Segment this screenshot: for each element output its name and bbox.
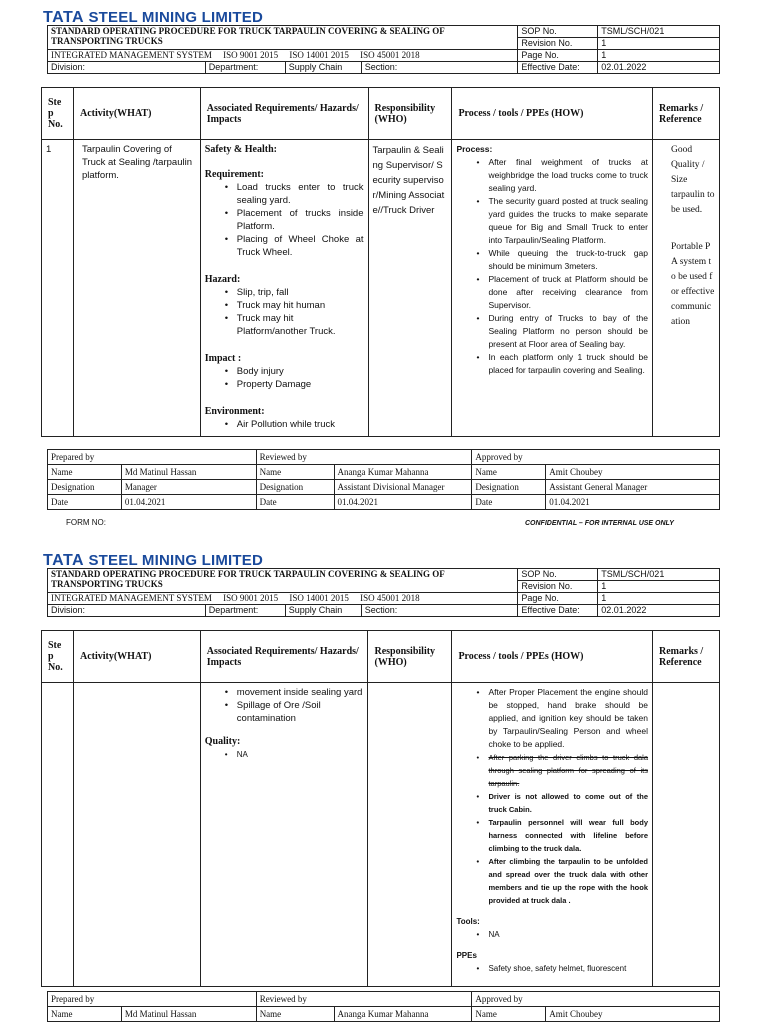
approved-designation: Assistant General Manager bbox=[546, 480, 720, 495]
effective-date-label: Effective Date: bbox=[518, 605, 598, 617]
designation-label: Designation bbox=[48, 480, 122, 495]
col-step: Ste p No. bbox=[42, 631, 74, 683]
remarks-cell bbox=[653, 140, 720, 437]
list-item: • Placement of trucks inside Platform. bbox=[237, 207, 364, 233]
list-item: • After final weighment of trucks at weighbridge the load trucks come to truck sealing yard. bbox=[488, 156, 648, 195]
revision-label: Revision No. bbox=[518, 581, 598, 593]
requirements-cell bbox=[200, 683, 368, 987]
prepared-by-label: Prepared by bbox=[48, 992, 257, 1007]
col-step: Ste p No. bbox=[42, 88, 74, 140]
sop-value: TSML/SCH/021 bbox=[598, 26, 720, 38]
list-item: • Tarpaulin personnel will wear full body harness connected with lifeline before climbing to the truck dala. bbox=[488, 816, 648, 855]
requirement-cont-list bbox=[205, 686, 364, 725]
safety-heading: Safety & Health: bbox=[204, 144, 277, 155]
prepared-by-label: Prepared by bbox=[48, 450, 257, 465]
approved-date: 01.04.2021 bbox=[546, 495, 720, 510]
list-item-struck: • After parking the driver climbs to truck dala through sealing platform for spreading of its tarpaulin. bbox=[488, 751, 648, 790]
brand-name: STEEL MINING LIMITED bbox=[88, 552, 264, 569]
effective-date-value: 02.01.2022 bbox=[598, 62, 720, 74]
section-label: Section: bbox=[364, 62, 398, 72]
list-item: • After Proper Placement the engine should be stopped, hand brake should be applied, and ignition key should be taken by Tarpaulin/Sealing Person and wheel choke to be applied. bbox=[488, 686, 648, 751]
list-item: • Slip, trip, fall bbox=[237, 286, 364, 299]
department-value: Supply Chain bbox=[286, 605, 362, 616]
reviewed-designation: Assistant Divisional Manager bbox=[334, 480, 472, 495]
date-label: Date bbox=[256, 495, 334, 510]
col-activity: Activity(WHAT) bbox=[73, 631, 200, 683]
list-item: • During entry of Trucks to bay of the Sealing Platform no person should be present at Floor area of Sealing bay. bbox=[488, 312, 648, 351]
signoff-table-2 bbox=[47, 991, 720, 1022]
name-label: Name bbox=[472, 1007, 546, 1022]
list-item: • In each platform only 1 truck should be placed for tarpaulin covering and Sealing. bbox=[488, 351, 648, 377]
name-label: Name bbox=[256, 1007, 334, 1022]
page-label: Page No. bbox=[518, 50, 598, 62]
activity-text bbox=[73, 683, 200, 987]
header-table bbox=[47, 568, 720, 617]
col-remarks: Remarks / Reference bbox=[653, 88, 720, 140]
remarks-text: Good Quality / Size tarpaulin to be used. bbox=[671, 145, 715, 215]
division-label: Division: bbox=[48, 62, 206, 74]
ims-line: INTEGRATED MANAGEMENT SYSTEM ISO 9001 2015 ISO 14001 2015 ISO 45001 2018 bbox=[48, 593, 518, 605]
requirement-list bbox=[205, 181, 364, 259]
col-requirements: Associated Requirements/ Hazards/ Impacts bbox=[200, 88, 368, 140]
col-activity: Activity(WHAT) bbox=[73, 88, 200, 140]
responsibility-text bbox=[368, 683, 452, 987]
header-table bbox=[47, 25, 720, 74]
department-label: Department: bbox=[206, 62, 286, 73]
date-label: Date bbox=[48, 495, 122, 510]
department-value: Supply Chain bbox=[286, 62, 362, 73]
page-label: Page No. bbox=[518, 593, 598, 605]
revision-label: Revision No. bbox=[518, 38, 598, 50]
sop-title: STANDARD OPERATING PROCEDURE FOR TRUCK TARPAULIN COVERING & SEALING OF TRANSPORTING TRUCKS bbox=[48, 569, 518, 593]
responsibility-text: Tarpaulin & Sealing Supervisor/ Security supervisor/Mining Associate//Truck Driver bbox=[368, 140, 452, 437]
process-list bbox=[456, 686, 648, 790]
division-label: Division: bbox=[48, 605, 206, 617]
name-label: Name bbox=[48, 1007, 122, 1022]
reviewed-date: 01.04.2021 bbox=[334, 495, 472, 510]
ims-line: INTEGRATED MANAGEMENT SYSTEM ISO 9001 2015 ISO 14001 2015 ISO 45001 2018 bbox=[48, 50, 518, 62]
brand-prefix: TATA bbox=[43, 9, 85, 26]
list-item: • The security guard posted at truck sealing yard guides the trucks to make separate queue for Big and Small Truck to enter into Tarpaulin/Sealing Platform. bbox=[488, 195, 648, 247]
procedure-table-1 bbox=[41, 87, 720, 437]
approved-by-label: Approved by bbox=[472, 450, 720, 465]
name-label: Name bbox=[472, 465, 546, 480]
brand-name: STEEL MINING LIMITED bbox=[88, 9, 264, 26]
list-item: • Safety shoe, safety helmet, fluorescent bbox=[488, 962, 648, 975]
col-remarks: Remarks / Reference bbox=[653, 631, 720, 683]
process-cell bbox=[452, 683, 653, 987]
department-cell bbox=[205, 62, 518, 74]
col-responsibility: Responsibility (WHO) bbox=[368, 88, 452, 140]
signoff-table-1 bbox=[47, 449, 720, 510]
list-item: • Load trucks enter to truck sealing yard. bbox=[237, 181, 364, 207]
process-cell bbox=[452, 140, 653, 437]
remarks-cell bbox=[653, 683, 720, 987]
quality-heading: Quality: bbox=[204, 736, 241, 747]
revision-value: 1 bbox=[598, 581, 720, 593]
list-item: • Truck may hit Platform/another Truck. bbox=[237, 312, 364, 338]
date-label: Date bbox=[472, 495, 546, 510]
name-label: Name bbox=[48, 465, 122, 480]
page-value: 1 bbox=[598, 50, 720, 62]
col-requirements: Associated Requirements/ Hazards/ Impacts bbox=[200, 631, 368, 683]
designation-label: Designation bbox=[472, 480, 546, 495]
approved-name: Amit Choubey bbox=[546, 465, 720, 480]
reviewed-name: Ananga Kumar Mahanna bbox=[334, 1007, 472, 1022]
col-process: Process / tools / PPEs (HOW) bbox=[452, 631, 653, 683]
environment-heading: Environment: bbox=[204, 406, 265, 417]
process-heading: Process: bbox=[456, 144, 493, 154]
list-item: • Body injury bbox=[237, 365, 364, 378]
activity-text: Tarpaulin Covering of Truck at Sealing /tarpaulin platform. bbox=[73, 140, 200, 437]
environment-list bbox=[205, 418, 364, 431]
impact-heading: Impact : bbox=[204, 353, 242, 364]
effective-date-value: 02.01.2022 bbox=[598, 605, 720, 617]
brand-prefix: TATA bbox=[43, 552, 85, 569]
quality-list bbox=[205, 748, 364, 761]
tools-heading: Tools: bbox=[456, 917, 480, 926]
list-item: • While queuing the truck-to-truck gap should be minimum 3meters. bbox=[488, 247, 648, 273]
step-number bbox=[42, 683, 74, 987]
prepared-name: Md Matinul Hassan bbox=[121, 465, 256, 480]
effective-date-label: Effective Date: bbox=[518, 62, 598, 74]
list-item: • NA bbox=[488, 928, 648, 941]
revision-value: 1 bbox=[598, 38, 720, 50]
prepared-name: Md Matinul Hassan bbox=[121, 1007, 256, 1022]
step-number: 1 bbox=[42, 140, 74, 437]
approved-name: Amit Choubey bbox=[546, 1007, 720, 1022]
name-label: Name bbox=[256, 465, 334, 480]
hazard-list bbox=[205, 286, 364, 338]
page-value: 1 bbox=[598, 593, 720, 605]
list-item: • movement inside sealing yard bbox=[237, 686, 364, 699]
reviewed-by-label: Reviewed by bbox=[256, 992, 472, 1007]
department-label: Department: bbox=[206, 605, 286, 616]
list-item: • After climbing the tarpaulin to be unfolded and spread over the truck dala with other members and tie up the rope with the hook provided at truck dala . bbox=[488, 855, 648, 907]
hazard-heading: Hazard: bbox=[204, 274, 241, 285]
sop-value: TSML/SCH/021 bbox=[598, 569, 720, 581]
list-item: • NA bbox=[237, 748, 364, 761]
section-label: Section: bbox=[364, 605, 398, 615]
prepared-date: 01.04.2021 bbox=[121, 495, 256, 510]
list-item: • Spillage of Ore /Soil contamination bbox=[237, 699, 364, 725]
form-no: FORM NO: bbox=[66, 518, 106, 527]
list-item: • Driver is not allowed to come out of the truck Cabin. bbox=[488, 790, 648, 816]
list-item: • Air Pollution while truck bbox=[237, 418, 364, 431]
list-item: • Placing of Wheel Choke at Truck Wheel. bbox=[237, 233, 364, 259]
col-responsibility: Responsibility (WHO) bbox=[368, 631, 452, 683]
department-cell bbox=[205, 605, 518, 617]
sop-label: SOP No. bbox=[518, 569, 598, 581]
ppes-list bbox=[456, 962, 648, 975]
requirements-cell bbox=[200, 140, 368, 437]
procedure-table-2 bbox=[41, 630, 720, 987]
sop-label: SOP No. bbox=[518, 26, 598, 38]
impact-list bbox=[205, 365, 364, 391]
list-item: • Property Damage bbox=[237, 378, 364, 391]
tools-list bbox=[456, 928, 648, 941]
requirement-heading: Requirement: bbox=[204, 169, 265, 180]
process-list bbox=[456, 156, 648, 377]
process-bold-list bbox=[456, 790, 648, 907]
designation-label: Designation bbox=[256, 480, 334, 495]
list-item: • Truck may hit human bbox=[237, 299, 364, 312]
prepared-designation: Manager bbox=[121, 480, 256, 495]
reviewed-by-label: Reviewed by bbox=[256, 450, 472, 465]
col-process: Process / tools / PPEs (HOW) bbox=[452, 88, 653, 140]
sop-title: STANDARD OPERATING PROCEDURE FOR TRUCK TARPAULIN COVERING & SEALING OF TRANSPORTING TRUCKS bbox=[48, 26, 518, 50]
ppes-heading: PPEs bbox=[456, 951, 477, 960]
list-item: • Placement of truck at Platform should be done after receiving clearance from Supervisor. bbox=[488, 273, 648, 312]
remarks-text-2: Portable PA system to be used for effective communication bbox=[671, 242, 715, 327]
confidential-note: CONFIDENTIAL – FOR INTERNAL USE ONLY bbox=[525, 520, 674, 527]
document-page-2 bbox=[0, 546, 768, 1024]
approved-by-label: Approved by bbox=[472, 992, 720, 1007]
reviewed-name: Ananga Kumar Mahanna bbox=[334, 465, 472, 480]
